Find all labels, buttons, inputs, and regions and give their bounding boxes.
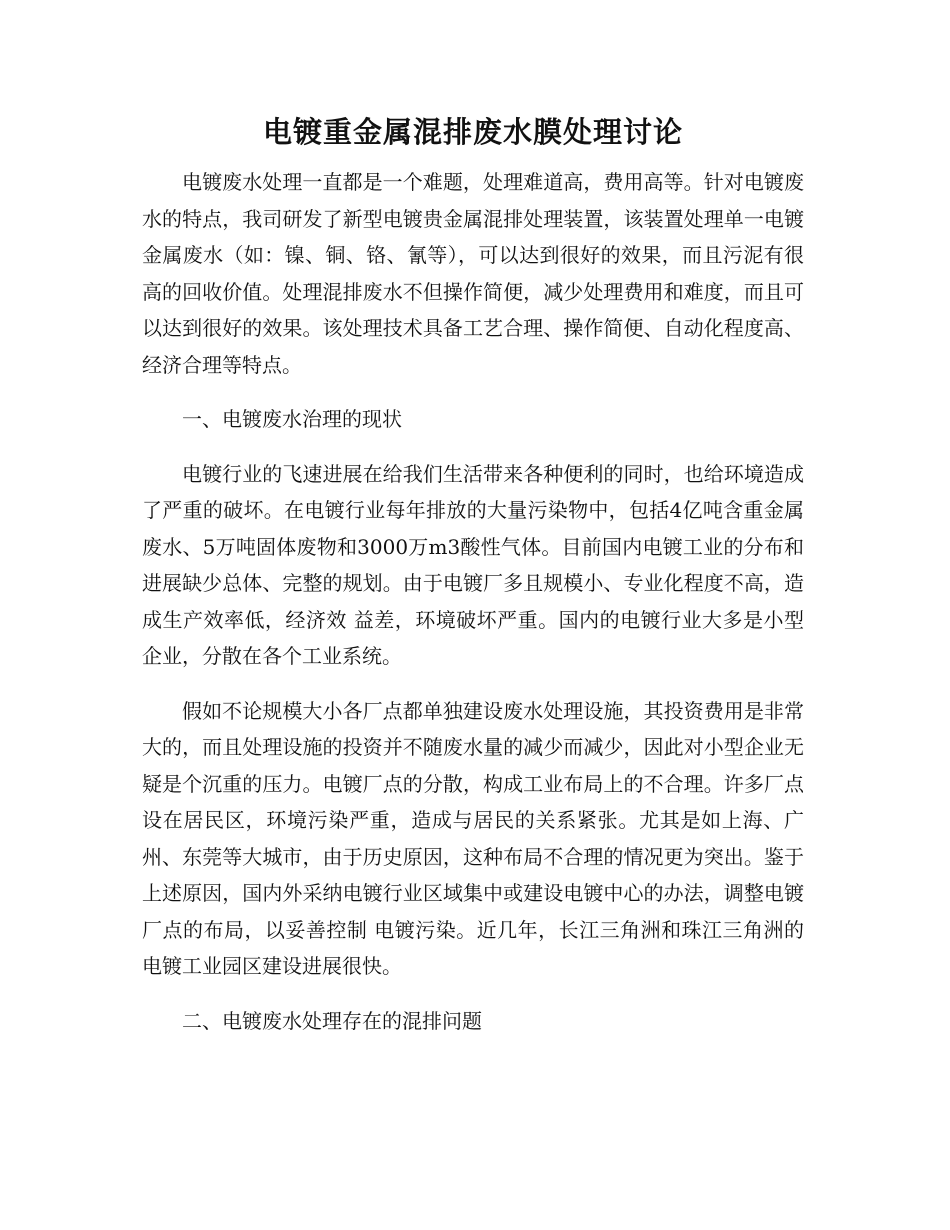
section-heading-2: 二、电镀废水处理存在的混排问题 <box>182 1008 482 1033</box>
intro-paragraph: 电镀废水处理一直都是一个难题，处理难道高，费用高等。针对电镀废水的特点，我司研发了新型电镀贵金属混排处理装置，该装置处理单一电镀金属废水（如：镍、铜、铬、氰等），可以达到很好的效果，而且污泥有很高的回收价值。处理混排废水不但操作简便，减少处理费用和难度，而且可以达到很好的效果。该处理技术具备工艺合理、操作简便、自动化程度高、经济合理等特点。 <box>142 170 804 377</box>
body-paragraph-1: 电镀行业的飞速进展在给我们生活带来各种便利的同时，也给环境造成了严重的破坏。在电镀行业每年排放的大量污染物中，包括4亿吨含重金属废水、5万吨固体废物和3000万m3酸性气体。目前国内电镀工业的分布和进展缺少总体、完整的规划。由于电镀厂多且规模小、专业化程度不高，造成生产效率低，经济效 益差，环境破坏严重。国内的电镀行业大多是小型企业，分散在各个工业系统。 <box>142 461 804 668</box>
document-page <box>142 110 804 1039</box>
body-paragraph-2: 假如不论规模大小各厂点都单独建设废水处理设施，其投资费用是非常大的，而且处理设施的投资并不随废水量的减少而减少，因此对小型企业无疑是个沉重的压力。电镀厂点的分散，构成工业布局上的不合理。许多厂点设在居民区，环境污染严重，造成与居民的关系紧张。尤其是如上海、广州、东莞等大城市，由于历史原因，这种布局不合理的情况更为突出。鉴于上述原因，国内外采纳电镀行业区域集中或建设电镀中心的办法，调整电镀厂点的布局，以妥善控制 电镀污染。近几年，长江三角洲和珠江三角洲的电镀工业园区建设进展很快。 <box>142 698 804 978</box>
document-title: 电镀重金属混排废水膜处理讨论 <box>262 115 683 149</box>
section-heading-1: 一、电镀废水治理的现状 <box>182 407 402 431</box>
